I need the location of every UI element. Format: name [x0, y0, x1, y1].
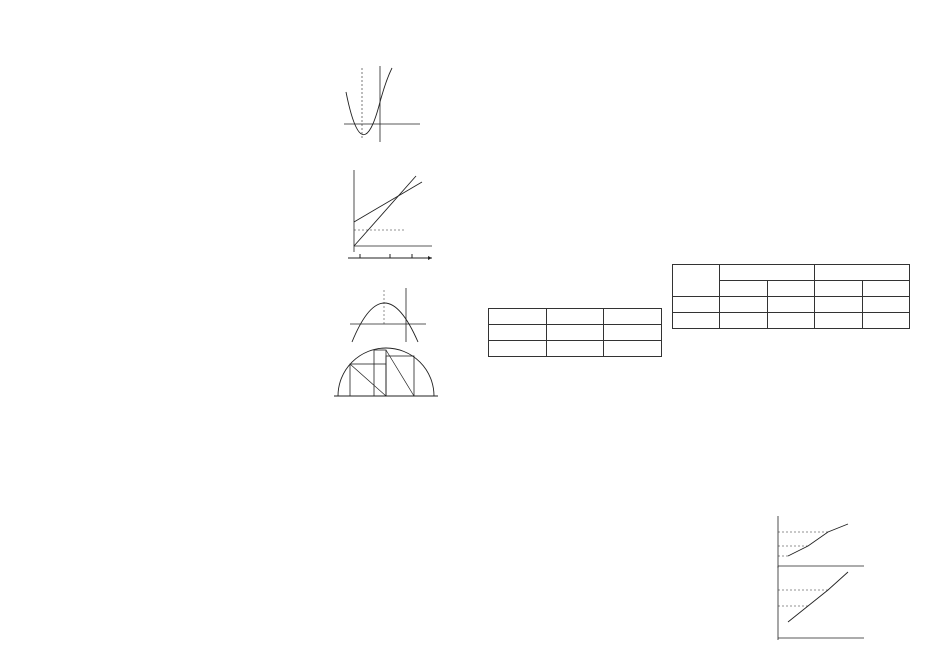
problem1-line: [490, 218, 910, 231]
table-cell: [604, 341, 662, 357]
semicircle-figure: [330, 336, 440, 406]
purchase-header-blank: [489, 309, 547, 325]
table-cell: [489, 341, 547, 357]
text-line: [490, 105, 910, 118]
table-cell: [720, 313, 768, 329]
question-line: [490, 470, 752, 483]
problem1-line: [490, 231, 910, 244]
freight-table: [672, 264, 910, 329]
housing-area-chart: [754, 560, 874, 656]
text-line: [490, 92, 910, 105]
table-cell: [767, 297, 815, 313]
text-line: [490, 55, 910, 68]
table-cell: [673, 297, 720, 313]
table-cell: [767, 313, 815, 329]
text-line: [46, 445, 438, 458]
text-line: [46, 508, 438, 521]
sales-fee-graph: [344, 166, 434, 256]
freight-subheader: [767, 281, 815, 297]
text-line: [490, 130, 910, 143]
text-line: [490, 168, 910, 181]
freight-subheader: [720, 281, 768, 297]
table-cell: [862, 297, 910, 313]
table-row: [673, 297, 910, 313]
text-line: [46, 495, 438, 508]
number-line-figure: [346, 246, 436, 286]
text-line: [490, 118, 910, 131]
freight-group-cost: [815, 265, 910, 281]
text-line: [46, 483, 438, 496]
table-cell: [604, 325, 662, 341]
text-line: [490, 369, 910, 382]
parabola-figure-example1: [340, 62, 422, 144]
table-cell: [489, 325, 547, 341]
table-cell: [546, 341, 604, 357]
freight-group-distance: [720, 265, 815, 281]
text-line: [490, 143, 910, 156]
text-line: [490, 382, 910, 395]
purchase-header-jia: [546, 309, 604, 325]
table-cell: [720, 297, 768, 313]
text-line: [490, 67, 910, 80]
purchase-header-yi: [604, 309, 662, 325]
freight-corner: [673, 265, 720, 297]
text-line: [46, 432, 438, 445]
text-line: [490, 181, 910, 194]
text-line: [46, 533, 438, 546]
text-line: [490, 394, 910, 407]
question-line: [490, 508, 752, 521]
freight-subheader: [862, 281, 910, 297]
text-line: [490, 155, 910, 168]
question-line: [490, 457, 752, 470]
table-cell: [862, 313, 910, 329]
question-line: [490, 495, 752, 508]
problem1-line: [490, 206, 910, 219]
text-line: [46, 420, 438, 433]
text-line: [46, 407, 438, 420]
purchase-price-table: [488, 308, 662, 357]
text-line: [46, 521, 438, 534]
text-line: [46, 470, 438, 483]
text-line: [490, 42, 910, 55]
text-line: [490, 80, 910, 93]
table-cell: [815, 297, 863, 313]
text-line: [490, 419, 910, 432]
text-line: [490, 407, 910, 420]
text-line: [490, 432, 910, 445]
text-line: [46, 143, 438, 156]
table-row: [489, 341, 662, 357]
text-line: [490, 445, 910, 458]
table-cell: [673, 313, 720, 329]
text-line: [46, 458, 438, 471]
question-line: [490, 482, 752, 495]
table-cell: [815, 313, 863, 329]
text-line: [490, 356, 910, 369]
table-row: [673, 313, 910, 329]
freight-subheader: [815, 281, 863, 297]
text-line: [46, 42, 438, 55]
table-row: [489, 325, 662, 341]
text-line: [490, 193, 910, 206]
table-cell: [546, 325, 604, 341]
